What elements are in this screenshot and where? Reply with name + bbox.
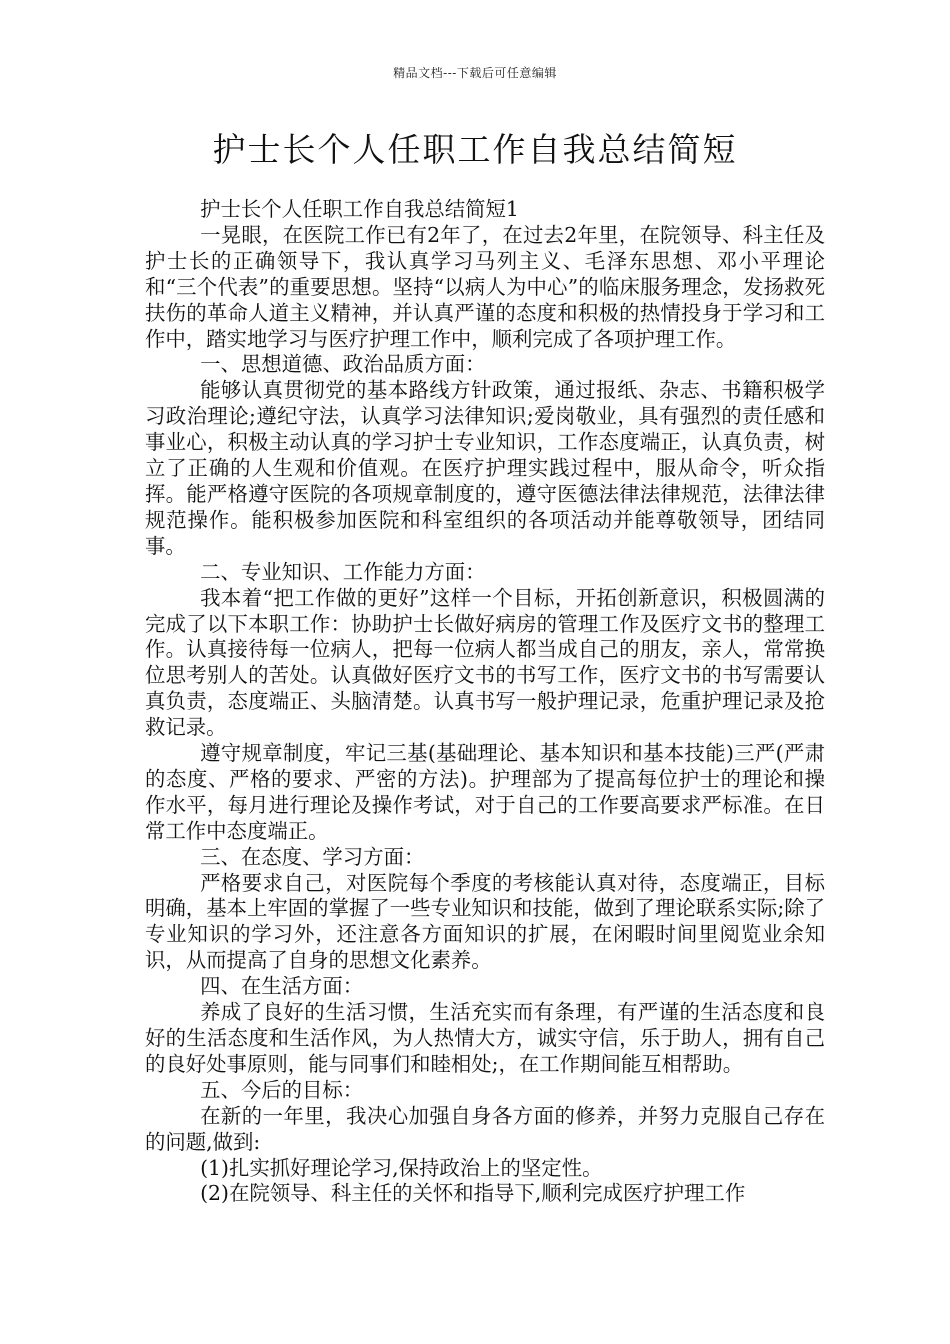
section-heading-3: 三、在态度、学习方面： (200, 844, 425, 869)
list-item: (2)在院领导、科主任的关怀和指导下,顺利完成医疗护理工作 (200, 1181, 746, 1206)
section-heading-4: 四、在生活方面： (200, 974, 364, 999)
section-heading-5: 五、今后的目标： (200, 1077, 364, 1102)
body-paragraph: 严格要求自己，对医院每个季度的考核能认真对待，态度端正，目标明确，基本上牢固的掌握了一些专业知识和技能，做到了理论联系实际;除了专业知识的学习外，还注意各方面知识的扩展，在闲暇时间里阅览业余知识，从而提高了自身的思想文化素养。 (145, 870, 825, 973)
document-body (145, 197, 825, 1207)
body-paragraph: 在新的一年里，我决心加强自身各方面的修养，并努力克服自己存在的问题,做到: (145, 1103, 825, 1154)
intro-paragraph: 一晃眼，在医院工作已有2年了，在过去2年里，在院领导、科主任及护士长的正确领导下，我认真学习马列主义、毛泽东思想、邓小平理论和“三个代表”的重要思想。坚持“以病人为中心”的临床服务理念，发扬救死扶伤的革命人道主义精神，并认真严谨的态度和积极的热情投身于学习和工作中，踏实地学习与医疗护理工作中，顺利完成了各项护理工作。 (145, 222, 825, 351)
body-paragraph: 我本着“把工作做的更好”这样一个目标，开拓创新意识，积极圆满的完成了以下本职工作：协助护士长做好病房的管理工作及医疗文书的整理工作。认真接待每一位病人，把每一位病人都当成自己的朋友，亲人，常常换位思考别人的苦处。认真做好医疗文书的书写工作，医疗文书的书写需要认真负责，态度端正、头脑清楚。认真书写一般护理记录，危重护理记录及抢救记录。 (145, 585, 825, 740)
header-note: 精品文档---下载后可任意编辑 (393, 66, 557, 80)
subtitle-paragraph: 护士长个人任职工作自我总结简短1 (200, 197, 519, 221)
document-title: 护士长个人任职工作自我总结简短 (212, 130, 738, 169)
list-item: (1)扎实抓好理论学习,保持政治上的坚定性。 (200, 1155, 603, 1180)
body-paragraph: 遵守规章制度，牢记三基(基础理论、基本知识和基本技能)三严(严肃的态度、严格的要求、严密的方法)。护理部为了提高每位护士的理论和操作水平，每月进行理论及操作考试，对于自己的工作要高要求严标准。在日常工作中态度端正。 (145, 741, 825, 843)
body-paragraph: 养成了良好的生活习惯，生活充实而有条理，有严谨的生活态度和良好的生活态度和生活作风，为人热情大方，诚实守信，乐于助人，拥有自己的良好处事原则，能与同事们和睦相处;，在工作期间能互相帮助。 (145, 1000, 825, 1076)
section-heading-2: 二、专业知识、工作能力方面： (200, 559, 486, 584)
body-paragraph: 能够认真贯彻党的基本路线方针政策，通过报纸、杂志、书籍积极学习政治理论;遵纪守法，认真学习法律知识;爱岗敬业，具有强烈的责任感和事业心，积极主动认真的学习护士专业知识，工作态度端正，认真负责，树立了正确的人生观和价值观。在医疗护理实践过程中，服从命令，听众指挥。能严格遵守医院的各项规章制度的，遵守医德法律法律规范，法律法律规范操作。能积极参加医院和科室组织的各项活动并能尊敬领导，团结同事。 (145, 378, 825, 558)
section-heading-1: 一、思想道德、政治品质方面： (200, 352, 486, 377)
